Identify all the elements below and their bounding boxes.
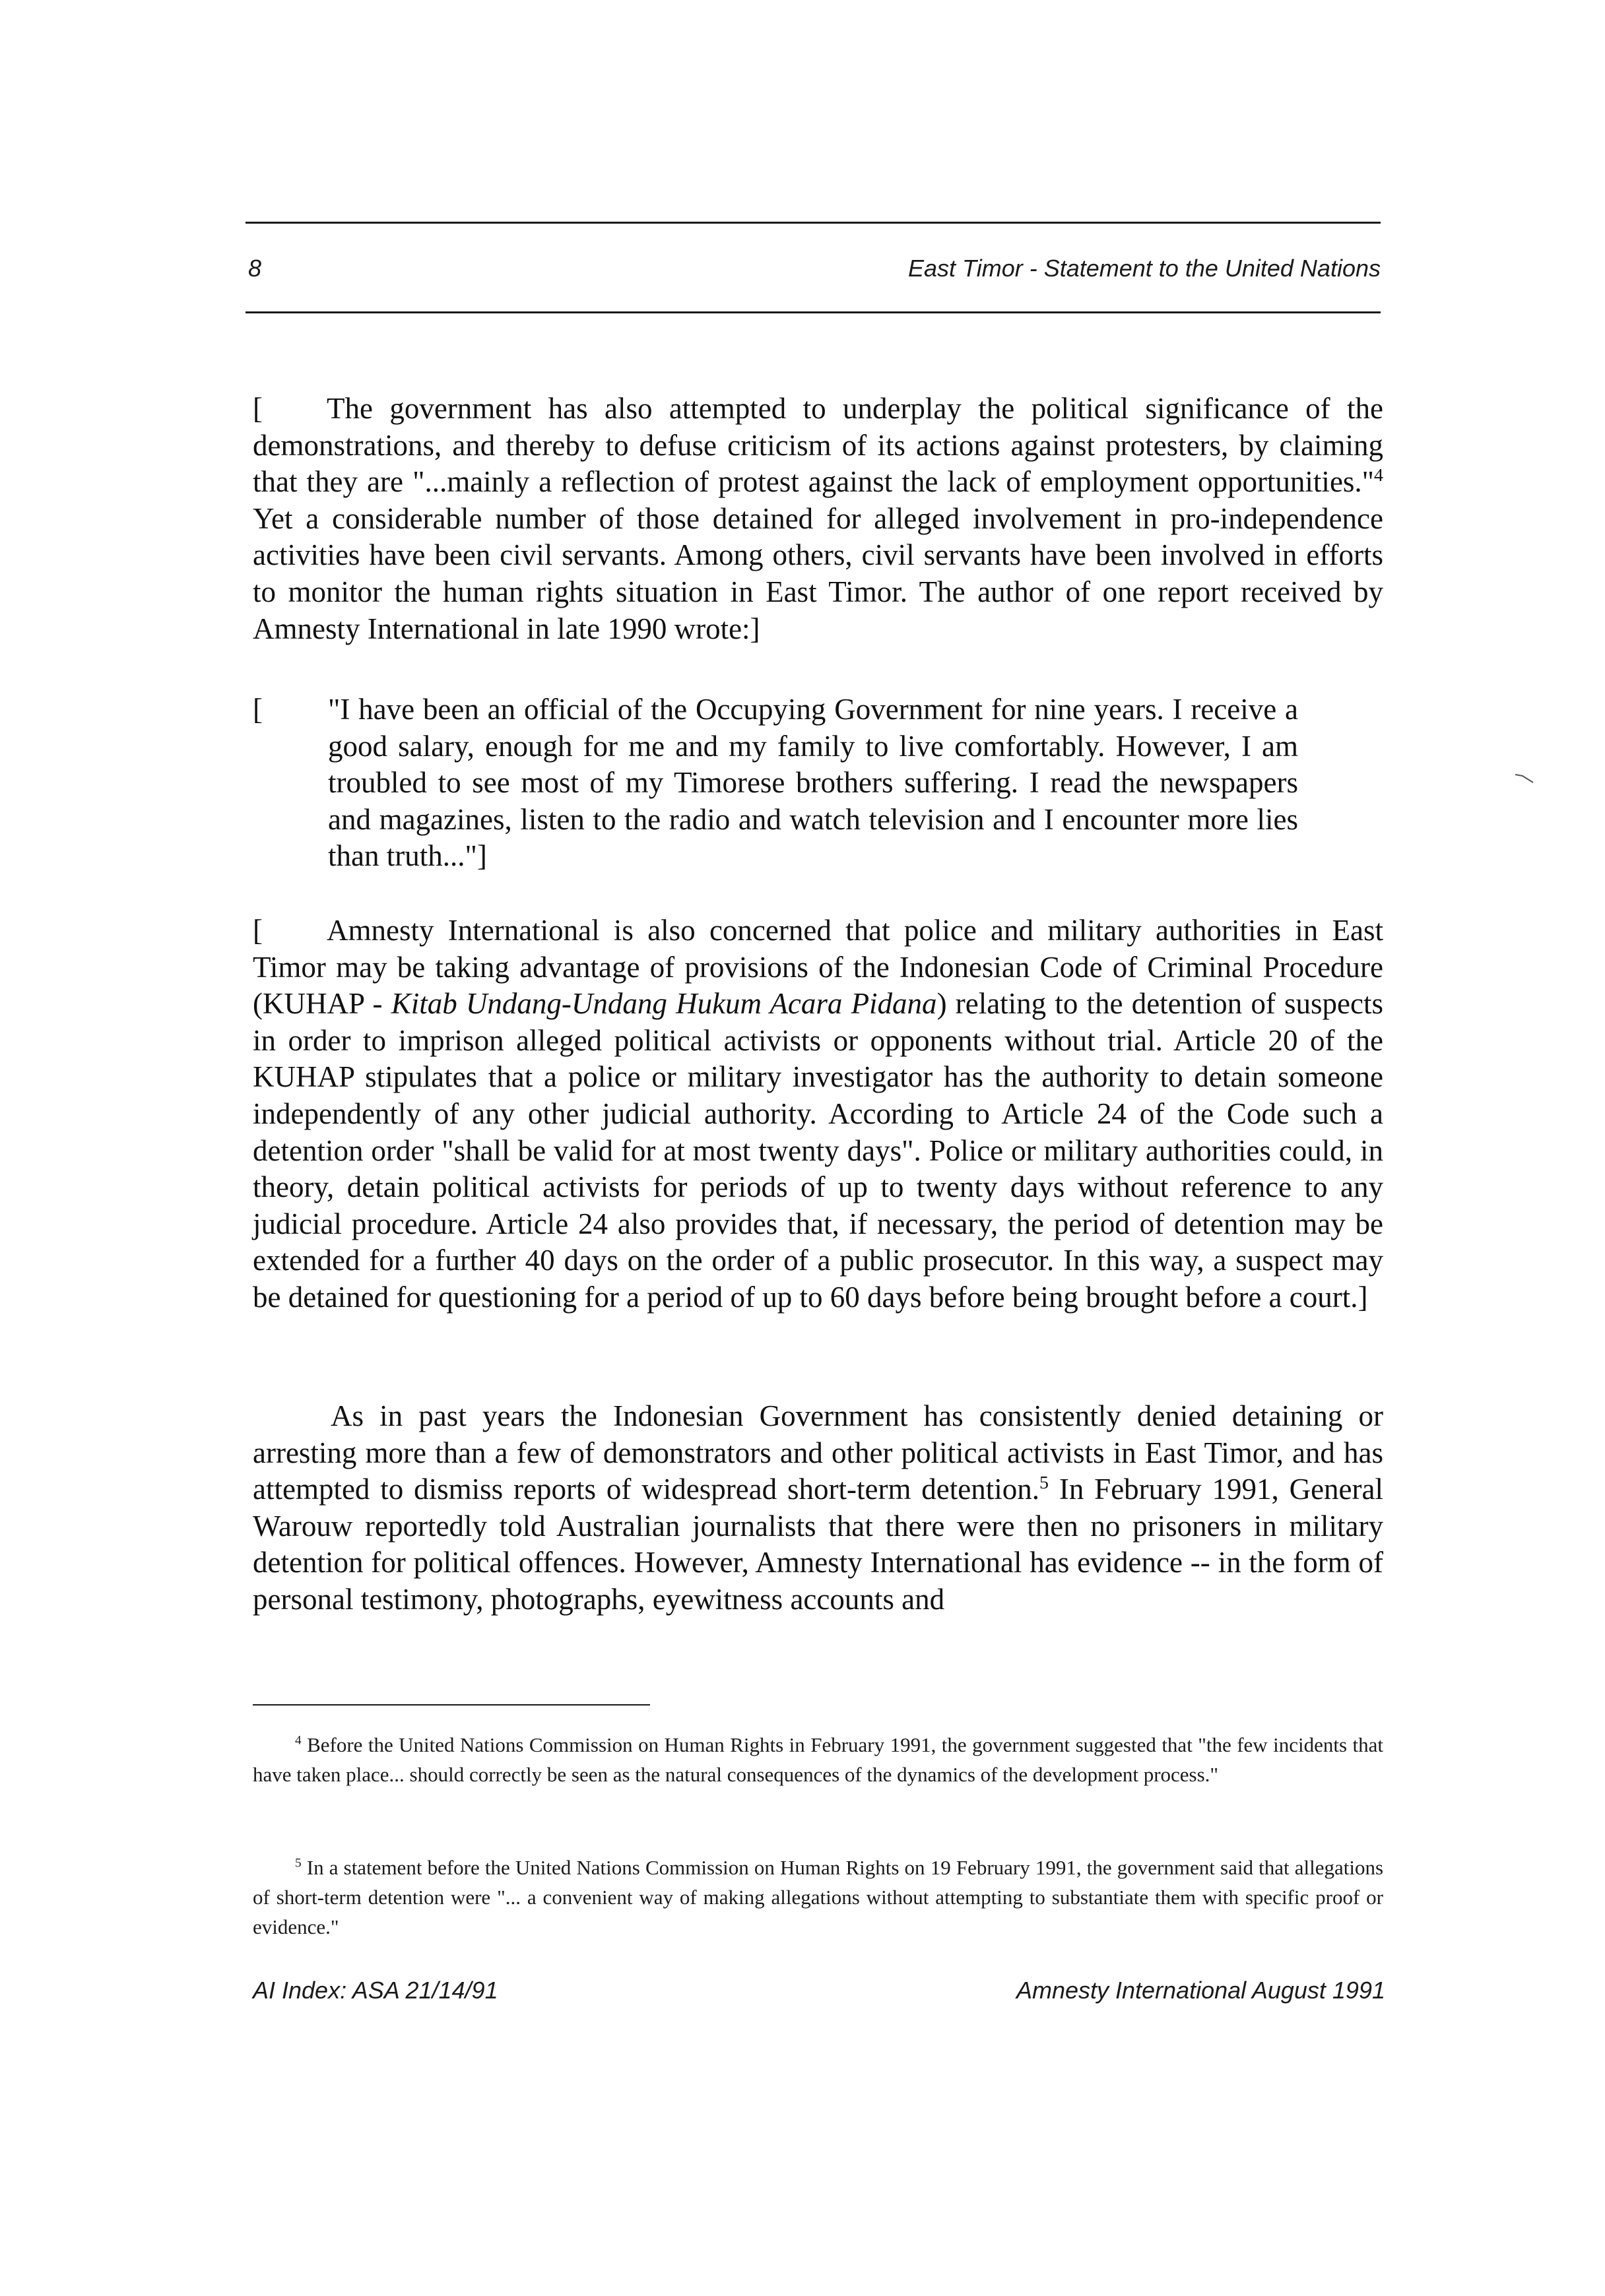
footer-ai-index: AI Index: ASA 21/14/91 [253,1977,498,2004]
header-bottom-rule [246,311,1381,313]
paragraph-text: Amnesty International is also concerned that police and military authorities in East Timor may be taking advantage of provisions of the Indonesian Code of Criminal Procedure (KUHAP - [253,914,1383,1021]
margin-scan-mark [1515,773,1534,784]
footnote-text: Before the United Nations Commission on Human Rights in February 1991, the government suggested that "the few incidents that have taken place... should correctly be seen as the natural consequences of the dynamics of the development process." [253,1733,1384,1786]
footnote-number: 4 [295,1733,302,1748]
paragraph-text: In February 1991, General Warouw reportedly told Australian journalists that there were then no prisoners in military detention for political offences. However, Amnesty International has evidence -- in the form of personal testimony, photographs, eyewitness accounts and [253,1473,1383,1616]
block-quote [253,691,1309,875]
quote-text: "I have been an official of the Occupying Government for nine years. I receive a good salary, enough for me and my family to live comfortably. However, I am troubled to see most of my Timorese brothers suffering. I read the newspapers and magazines, listen to the radio and watch television and I encounter more lies than truth..."] [328,693,1298,873]
paragraph-text: The government has also attempted to underplay the political significance of the demonstrations, and thereby to defuse criticism of its actions against protesters, by claiming that they are "...mainly a reflection of protest against the lack of employment opportunities." [253,392,1383,499]
footnote-5 [253,1853,1383,1942]
running-title: East Timor - Statement to the United Nations [908,255,1381,282]
paragraph-government-denial [253,1398,1383,1618]
bracket-mark: [ [253,392,263,425]
footnote-separator [253,1704,650,1706]
paragraph-government-underplay [253,391,1383,647]
paragraph-text: ) relating to the detention of suspects in order to imprison alleged political activists or opponents without trial. Article 20 of the KUHAP stipulates that a police or military investigator has the authority to detain someone independently of any other judicial authority. According to Article 24 of the Code such a detention order "shall be valid for at most twenty days". Police or military authorities could, in theory, detain political activists for periods of up to twenty days without reference to any judicial procedure. Article 24 also provides that, if necessary, the period of detention may be extended for a further 40 days on the order of a public prosecutor. In this way, a suspect may be detained for questioning for a period of up to 60 days before being brought before a court.] [253,987,1383,1314]
paragraph-text: Yet a considerable number of those detained for alleged involvement in pro-independence activities have been civil servants. Among others, civil servants have been involved in efforts to monitor the human rights situation in East Timor. The author of one report received by Amnesty International in late 1990 wrote:] [253,501,1383,645]
page-number: 8 [248,255,262,282]
bracket-mark: [ [253,914,263,947]
footnote-4 [253,1730,1383,1789]
footer-publisher-date: Amnesty International August 1991 [1016,1977,1385,2004]
header-top-rule [246,222,1381,224]
footnote-text: In a statement before the United Nations Commission on Human Rights on 19 February 1991, the government said that allegations of short-term detention were "... a convenient way of making allegations without attempting to substantiate them with specific proof or evidence." [253,1856,1384,1938]
bracket-mark: [ [253,693,263,726]
footnote-ref-4: 4 [1374,465,1383,486]
paragraph-text: As in past years the Indonesian Government has consistently denied detaining or arresting more than a few of demonstrators and other political activists in East Timor, and has attempted to dismiss reports of widespread short-term detention. [253,1399,1383,1506]
footnote-ref-5: 5 [1039,1473,1049,1494]
paragraph-italic-text: Kitab Undang-Undang Hukum Acara Pidana [391,987,937,1021]
footnote-number: 5 [295,1856,302,1870]
paragraph-kuhap-detention [253,912,1383,1316]
